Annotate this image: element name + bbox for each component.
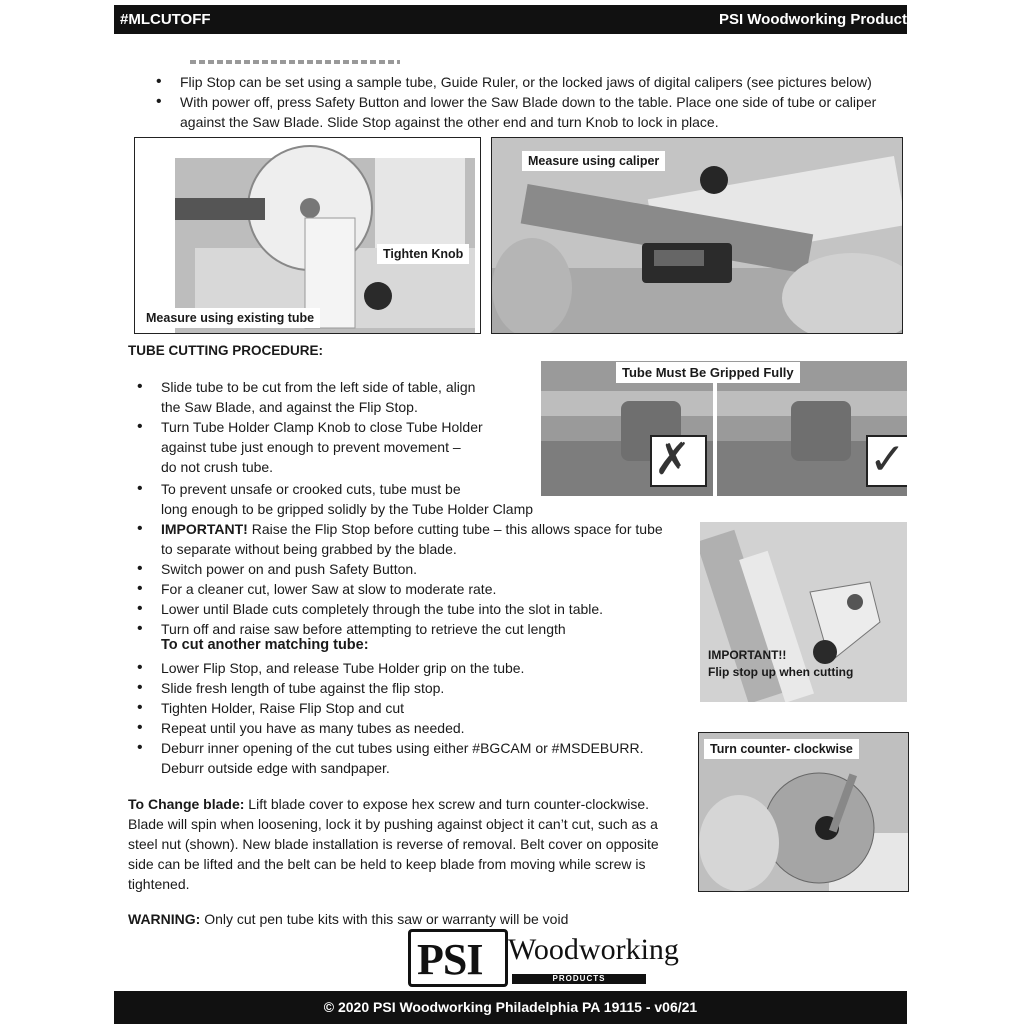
blade-line1: Lift blade cover to expose hex screw and turn counter-clockwise.: [244, 796, 650, 812]
x-mark-icon: ✗: [654, 435, 691, 484]
intro-bullet-power-off: • With power off, press Safety Button and lower the Saw Blade down to the table. Place one side of tube or caliper against the Saw Blade. Slide Stop against the other end and turn Knob to lock in place.: [180, 92, 900, 132]
important-bold: IMPORTANT!: [161, 521, 248, 537]
warning-bold: WARNING:: [128, 911, 201, 927]
label-important: IMPORTANT!!: [708, 648, 787, 662]
psi-logo-text: PSI: [417, 935, 483, 984]
check-mark-icon: ✓: [869, 435, 906, 484]
header-bar: [114, 5, 907, 34]
matching-bullet-lower-flip: • Lower Flip Stop, and release Tube Holder grip on the tube.: [161, 658, 701, 678]
matching-bullet-repeat: • Repeat until you have as many tubes as needed.: [161, 718, 701, 738]
matching-bullet-slide-fresh: • Slide fresh length of tube against the flip stop.: [161, 678, 701, 698]
warning-text: Only cut pen tube kits with this saw or warranty will be void: [200, 911, 569, 927]
psi-woodworking-logo: [408, 927, 679, 987]
procedure-b2-line1: Turn Tube Holder Clamp Knob to close Tube Holder: [161, 419, 483, 435]
photo-tube-gripped: [541, 361, 907, 496]
photo-existing-tube: [134, 137, 481, 334]
procedure-b3-line2: long enough to be gripped solidly by the Tube Holder Clamp: [161, 501, 534, 517]
procedure-title: TUBE CUTTING PROCEDURE:: [128, 343, 323, 358]
label-turn-counter-clockwise: Turn counter- clockwise: [704, 739, 859, 759]
cropped-line-remnant: [190, 60, 400, 64]
matching-bullets: [161, 658, 701, 778]
label-measure-existing-tube: Measure using existing tube: [140, 308, 320, 328]
procedure-bullet-turn-off: • Turn off and raise saw before attempting to retrieve the cut length: [161, 619, 701, 639]
change-blade-paragraph: [128, 794, 698, 894]
matching-bullet-deburr: [161, 738, 701, 778]
matching-b5-line2: Deburr outside edge with sandpaper.: [161, 760, 390, 776]
procedure-b4-line1: Raise the Flip Stop before cutting tube – this allows space for tube: [247, 521, 663, 537]
footer-bar: © 2020 PSI Woodworking Philadelphia PA 19115 - v06/21: [114, 991, 907, 1024]
procedure-b1-line2: the Saw Blade, and against the Flip Stop.: [161, 399, 418, 415]
blade-line5: tightened.: [128, 876, 190, 892]
procedure-b3-line1: To prevent unsafe or crooked cuts, tube must be: [161, 481, 461, 497]
procedure-bullet-lower-blade: • Lower until Blade cuts completely through the tube into the slot in table.: [161, 599, 701, 619]
matching-title: To cut another matching tube:: [161, 637, 369, 653]
label-measure-caliper: Measure using caliper: [522, 151, 665, 171]
blade-line3: steel nut (shown). New blade installation is reverse of removal. Belt cover on opposite: [128, 836, 659, 852]
label-tighten-knob: Tighten Knob: [377, 244, 469, 264]
blade-line2: Blade will spin when loosening, lock it by pushing against object it can’t cut, such as a: [128, 816, 658, 832]
matching-bullet-tighten: • Tighten Holder, Raise Flip Stop and cut: [161, 698, 701, 718]
procedure-bullet-cleaner-cut: • For a cleaner cut, lower Saw at slow to moderate rate.: [161, 579, 701, 599]
photo-counter-clockwise: [698, 732, 909, 892]
blade-line4: side can be lifted and the belt can be held to keep blade from moving while screw is: [128, 856, 646, 872]
products-logo-text: PRODUCTS: [512, 974, 646, 984]
change-blade-bold: To Change blade:: [128, 796, 245, 812]
procedure-b4-line2: to separate without being grabbed by the blade.: [161, 541, 457, 557]
woodworking-logo-text: Woodworking: [508, 933, 679, 966]
photo-flip-stop: [700, 512, 907, 702]
psi-logo-box: [408, 929, 508, 987]
brand-name: PSI Woodworking Product: [718, 11, 907, 28]
warning-line: [128, 909, 568, 929]
procedure-bullet-switch-power: • Switch power on and push Safety Button.: [161, 559, 701, 579]
procedure-bullet-important: [161, 519, 701, 559]
procedure-b1-line1: Slide tube to be cut from the left side of table, align: [161, 379, 476, 395]
photo-caliper: [491, 137, 903, 334]
product-code: #MLCUTOFF: [120, 11, 211, 28]
intro-bullet-flip-stop: • Flip Stop can be set using a sample tube, Guide Ruler, or the locked jaws of digital calipers (see pictures below): [180, 72, 900, 92]
photo-existing-tube-art: [135, 138, 480, 333]
label-tube-gripped: Tube Must Be Gripped Fully: [616, 362, 800, 383]
label-flip-stop-up: Flip stop up when cutting: [708, 665, 854, 679]
intro-bullets: [180, 72, 900, 132]
procedure-b2-line3: do not crush tube.: [161, 459, 274, 475]
procedure-b2-line2: against tube just enough to prevent movement –: [161, 439, 461, 455]
matching-b5-line1: Deburr inner opening of the cut tubes using either #BGCAM or #MSDEBURR.: [161, 740, 644, 756]
